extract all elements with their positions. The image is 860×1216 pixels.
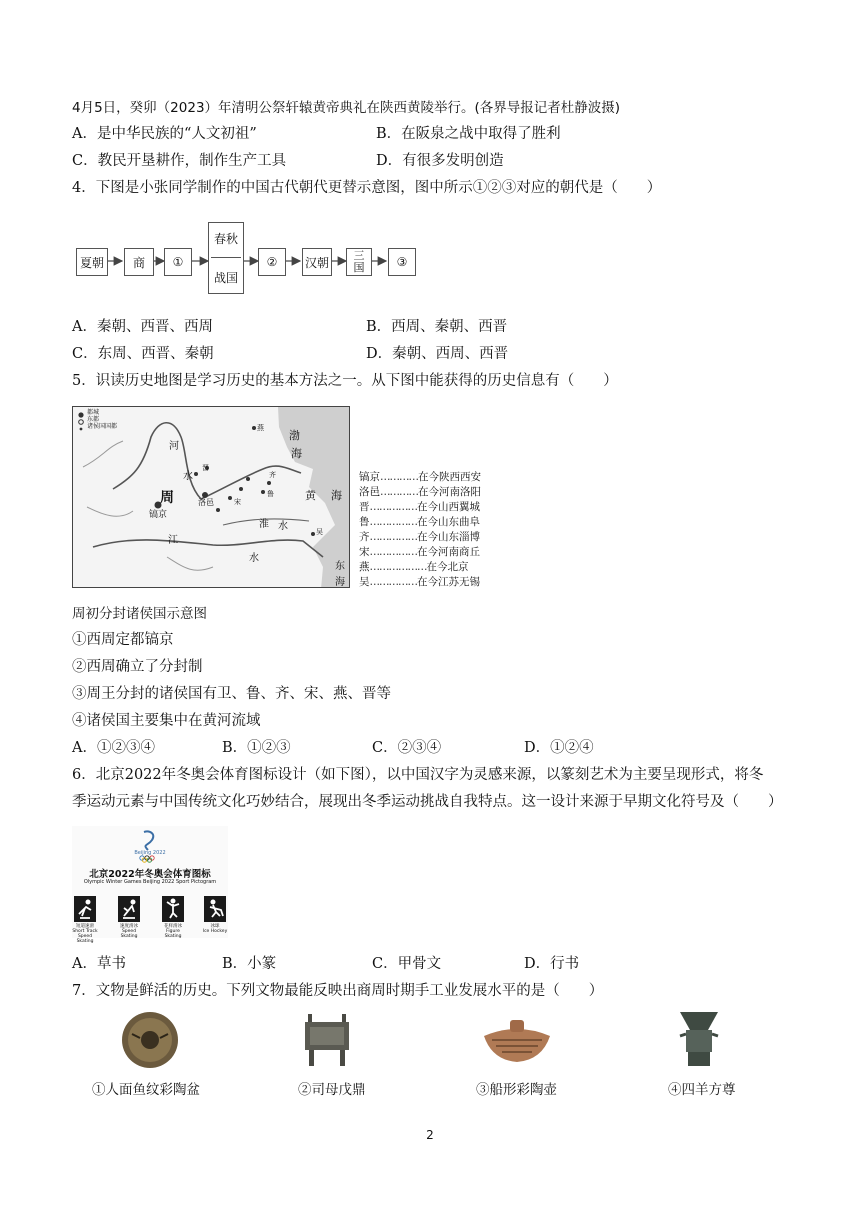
q5-statement-3: ③周王分封的诸侯国有卫、鲁、齐、宋、燕、晋等 bbox=[72, 686, 391, 702]
q4-option-d: D．秦朝、西周、西晋 bbox=[366, 346, 509, 362]
map-title: 周初分封诸侯国示意图 bbox=[72, 606, 207, 622]
artifact-caption-4: ④四羊方尊 bbox=[668, 1082, 736, 1098]
q3-option-c: C．教民开垦耕作，制作生产工具 bbox=[72, 153, 287, 169]
olympic-emblem-icon bbox=[72, 826, 228, 866]
divider bbox=[211, 257, 241, 258]
q6-stem-line-2: 季运动元素与中国传统文化巧妙结合，展现出冬季运动挑战自我特点。这一设计来源于早期文化符号及（ ） bbox=[72, 794, 783, 810]
label-chunqiu: 春秋 bbox=[213, 232, 238, 247]
q5-option-d: D．①②④ bbox=[524, 740, 594, 756]
box-three: ③ bbox=[388, 248, 416, 276]
box-han: 汉朝 bbox=[302, 248, 332, 276]
q3-option-b: B．在阪泉之战中取得了胜利 bbox=[376, 126, 561, 142]
speed-skating-pictogram-icon bbox=[118, 896, 140, 922]
ice-hockey-pictogram-icon bbox=[204, 896, 226, 922]
artifact-caption-3: ③船形彩陶壶 bbox=[476, 1082, 557, 1098]
map-label-huai: 淮 bbox=[259, 519, 269, 530]
legend-row: 镐京…………在今陕西西安 bbox=[359, 471, 481, 483]
pictogram-caption: 冰球 Ice Hockey bbox=[202, 924, 228, 934]
box-sanguo: 三 国 bbox=[346, 248, 372, 276]
short-track-pictogram-icon bbox=[74, 896, 96, 922]
q6-stem-line-1: 6．北京2022年冬奥会体育图标设计（如下图），以中国汉字为灵感来源，以篆刻艺术为主要呈现形式，将冬 bbox=[72, 767, 764, 783]
box-xia: 夏朝 bbox=[76, 248, 108, 276]
q5-stem: 5．识读历史地图是学习历史的基本方法之一。从下图中能获得的历史信息有（ ） bbox=[72, 373, 618, 389]
map-label-bohai-1: 渤 bbox=[289, 429, 300, 442]
poster-title: 北京2022年冬奥会体育图标 bbox=[89, 869, 211, 880]
q5-option-c: C．②③④ bbox=[372, 740, 442, 756]
legend-row: 宋……………在今河南商丘 bbox=[359, 546, 480, 558]
figure-skating-pictogram-icon bbox=[162, 896, 184, 922]
pictogram-caption: 短道速滑 Short Track Speed Skating bbox=[72, 924, 98, 944]
box-shang: 商 bbox=[124, 248, 154, 276]
map-label-zhou: 周 bbox=[160, 490, 174, 506]
poster-subtitle: Olympic Winter Games Beijing 2022 Sport Pictogram bbox=[83, 879, 217, 885]
q4-option-a: A．秦朝、西晋、西周 bbox=[72, 319, 213, 335]
map-label-huang: 黄 bbox=[305, 489, 316, 502]
q4-option-b: B．西周、秦朝、西晋 bbox=[366, 319, 508, 335]
map-label-song: 宋 bbox=[234, 498, 241, 506]
legend-east-capital: 东都 bbox=[87, 416, 100, 423]
legend-row: 燕………………在今北京 bbox=[359, 561, 469, 573]
map-label-luoyi: 洛邑 bbox=[198, 498, 214, 507]
map-label-qi: 齐 bbox=[269, 471, 276, 479]
legend-fief-capital: 诸侯国国都 bbox=[87, 423, 118, 430]
q4-option-c: C．东周、西晋、秦朝 bbox=[72, 346, 214, 362]
q3-option-a: A．是中华民族的“人文初祖” bbox=[72, 126, 257, 142]
map-label-lu: 鲁 bbox=[267, 490, 274, 498]
map-label-yan: 燕 bbox=[257, 424, 264, 432]
four-ram-square-zun-icon bbox=[676, 1008, 722, 1068]
q5-option-a: A．①②③④ bbox=[72, 740, 155, 756]
simuwu-ding-icon bbox=[302, 1010, 352, 1068]
map-label-hai: 海 bbox=[331, 489, 342, 502]
q3-option-d: D．有很多发明创造 bbox=[376, 153, 504, 169]
q5-option-b: B．①②③ bbox=[222, 740, 291, 756]
q7-stem: 7．文物是鲜活的历史。下列文物最能反映出商周时期手工业发展水平的是（ ） bbox=[72, 983, 604, 999]
map-legend bbox=[87, 409, 117, 430]
map-label-jin: 晋 bbox=[202, 464, 209, 472]
map-label-donghai-2: 海 bbox=[335, 577, 345, 588]
q5-statement-4: ④诸侯国主要集中在黄河流域 bbox=[72, 713, 261, 729]
map-label-bohai-2: 海 bbox=[291, 447, 302, 460]
map-label-donghai-1: 东 bbox=[335, 561, 345, 572]
map-label-haojing: 镐京 bbox=[149, 510, 168, 520]
pictogram-caption: 花样滑冰 Figure Skating bbox=[164, 924, 182, 939]
boat-shaped-pot-icon bbox=[480, 1014, 554, 1066]
q6-option-c: C．甲骨文 bbox=[372, 956, 442, 972]
legend-row: 吴……………在今江苏无锡 bbox=[359, 576, 480, 588]
map-label-shui1: 水 bbox=[183, 471, 193, 482]
photo-caption: 4月5日，癸卯（2023）年清明公祭轩辕黄帝典礼在陕西黄陵举行。(各界导报记者杜静波摄) bbox=[72, 100, 621, 116]
zhou-fief-map bbox=[72, 406, 350, 588]
legend-row: 洛邑…………在今河南洛阳 bbox=[359, 486, 481, 498]
q5-statement-2: ②西周确立了分封制 bbox=[72, 659, 203, 675]
legend-capital: 都城 bbox=[87, 409, 100, 416]
q4-stem: 4．下图是小张同学制作的中国古代朝代更替示意图，图中所示①②③对应的朝代是（ ） bbox=[72, 180, 662, 196]
map-label-jiang: 江 bbox=[168, 535, 178, 546]
map-label-shui2: 水 bbox=[249, 553, 259, 564]
pictogram-poster bbox=[72, 826, 228, 944]
map-label-shui3: 水 bbox=[278, 521, 288, 532]
map-label-he: 河 bbox=[169, 441, 179, 452]
painted-basin-icon bbox=[120, 1010, 180, 1070]
q6-option-b: B．小篆 bbox=[222, 956, 277, 972]
q6-option-d: D．行书 bbox=[524, 956, 580, 972]
artifact-caption-1: ①人面鱼纹彩陶盆 bbox=[92, 1082, 200, 1098]
legend-row: 齐……………在今山东淄博 bbox=[359, 531, 480, 543]
box-one: ① bbox=[164, 248, 192, 276]
page-number: 2 bbox=[426, 1128, 434, 1142]
legend-row: 晋……………在今山西翼城 bbox=[359, 501, 480, 513]
legend-row: 鲁……………在今山东曲阜 bbox=[359, 516, 480, 528]
artifact-caption-2: ②司母戊鼎 bbox=[298, 1082, 366, 1098]
q5-statement-1: ①西周定都镐京 bbox=[72, 632, 174, 648]
label-zhanguo: 战国 bbox=[213, 270, 238, 285]
q6-option-a: A．草书 bbox=[72, 956, 126, 972]
box-two: ② bbox=[258, 248, 286, 276]
box-chunqiu-zhanguo bbox=[208, 222, 244, 294]
emblem-text: Beijing 2022 bbox=[134, 850, 166, 856]
pictogram-caption: 速度滑冰 Speed Skating bbox=[120, 924, 138, 939]
map-label-wu: 吴 bbox=[316, 528, 323, 536]
